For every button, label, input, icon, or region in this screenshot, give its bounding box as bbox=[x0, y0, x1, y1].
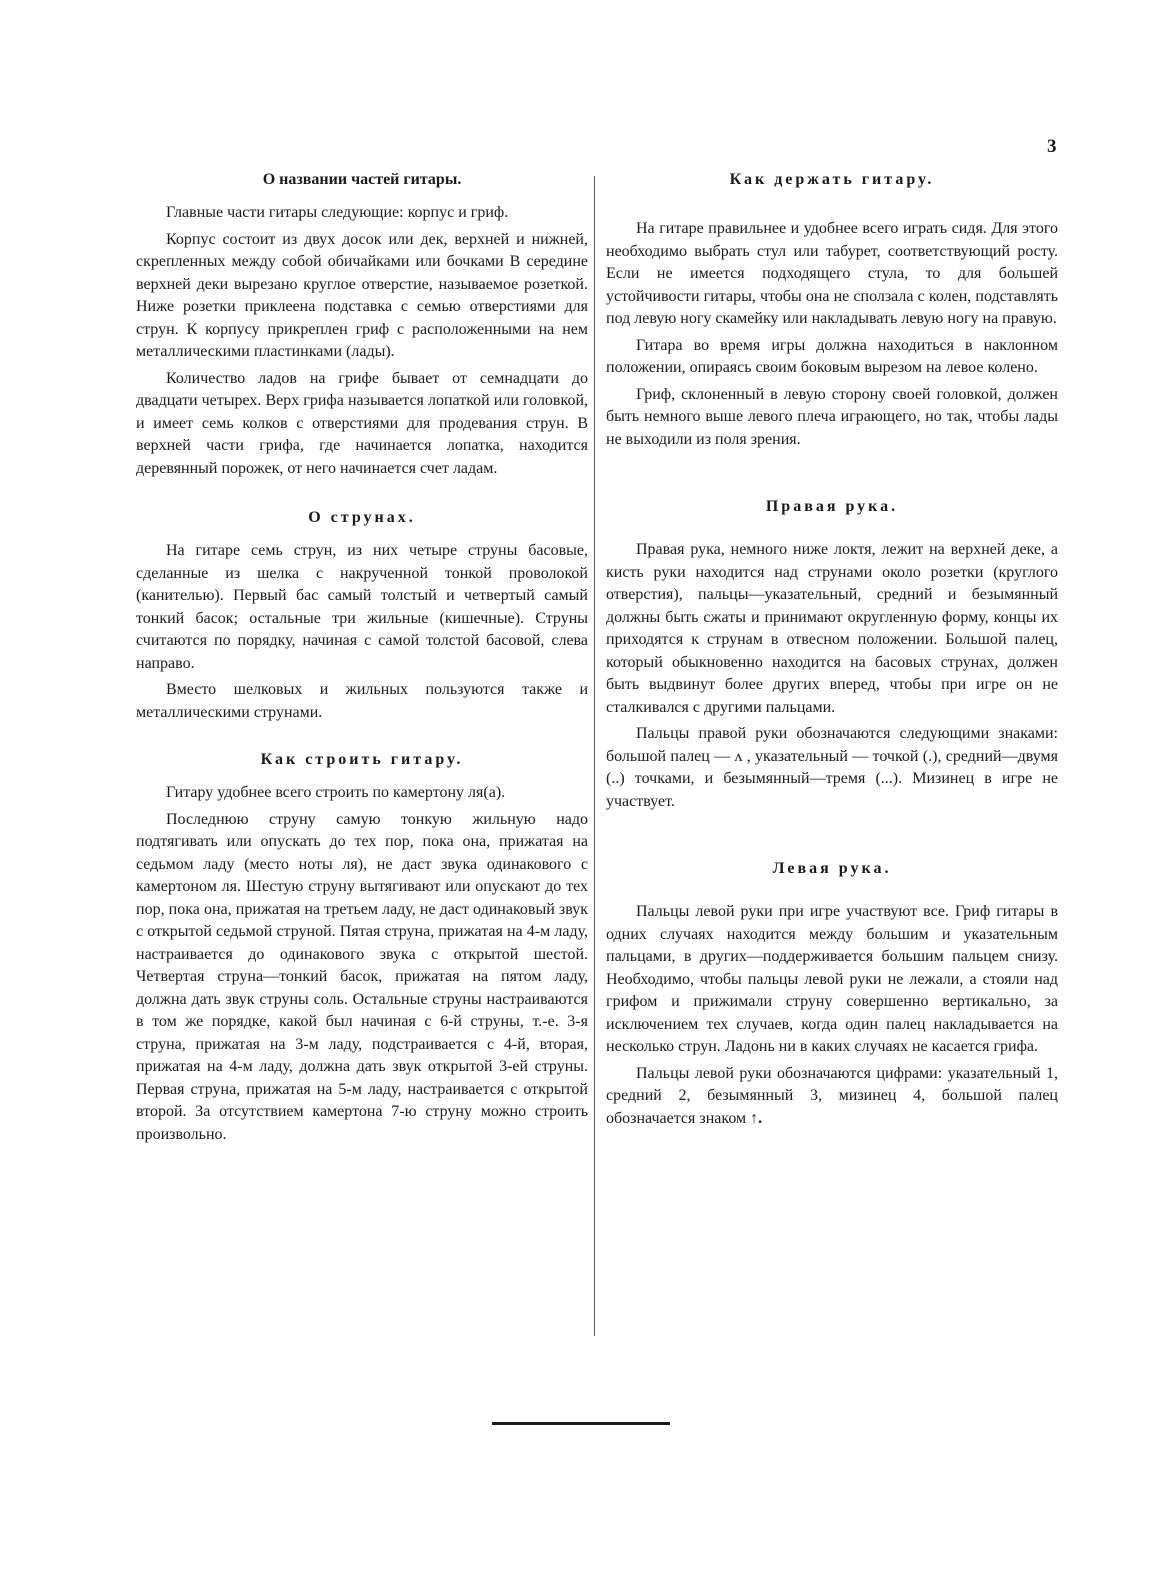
paragraph: На гитаре правильнее и удобнее всего играть сидя. Для этого необходимо выбрать стул или табурет, соответствующий росту. Если не имеется подходящего стула, то для большей устойчивости гитары, чтобы она не сползала с колен, подставлять под левую ногу скамейку или накладывать левую ногу на правую. bbox=[606, 220, 1058, 327]
bottom-rule bbox=[492, 1422, 670, 1425]
paragraph: Гриф, склоненный в левую сторону своей головкой, должен быть немного выше левого плеча играющего, но так, чтобы лады не выходили из поля зрения. bbox=[606, 385, 1058, 448]
paragraph: Количество ладов на грифе бывает от семнадцати до двадцати четырех. Верх грифа называется лопаткой или головкой, и имеет семь колков с отверстиями для продевания струн. В верхней части грифа, где начинается лопатка, находится деревянный порожек, от него начинается счет ладам. bbox=[136, 369, 588, 477]
heading-left-hand: Левая рука. bbox=[772, 860, 892, 877]
heading-tuning: Как строить гитару. bbox=[260, 751, 464, 768]
paragraph: Пальцы левой руки при игре участвуют все. Гриф гитары в одних случаях находится между большим и указательным пальцами, в других—поддерживается большим пальцем снизу. Необходимо, чтобы пальцы левой руки не лежали, а стояли над грифом и прижимали струну совершенно вертикально, за исключением тех случаев, когда один палец накладывается на несколько струн. Ладонь ни в каких случаях не касается грифа. bbox=[606, 903, 1058, 1055]
column-divider bbox=[594, 176, 595, 1336]
thumb-symbol-icon: ↑. bbox=[750, 1109, 763, 1127]
heading-holding-guitar: Как держать гитару. bbox=[729, 171, 935, 188]
heading-strings: О струнах. bbox=[308, 509, 416, 526]
page-number: 3 bbox=[1047, 136, 1057, 157]
paragraph: Вместо шелковых и жильных пользуются также и металлическими струнами. bbox=[136, 681, 588, 721]
paragraph: Гитару удобнее всего строить по камертону ля(а). bbox=[166, 784, 506, 801]
paragraph-text: Пальцы левой руки обозначаются цифрами: указательный 1, средний 2, безымянный 3, мизинец 4, большой палец обозначается знаком bbox=[606, 1064, 1058, 1127]
paragraph: Правая рука, немного ниже локтя, лежит на верхней деке, а кисть руки находится над струнами около розетки (круглого отверстия), пальцы—указательный, средний и безымянный должны быть сжаты и принимают округленную форму, концы их приходятся к струнам в отвесном положении. Большой палец, который обыкновенно находится на басовых струнах, должен быть выдвинут более других вперед, чтобы при игре он не сталкивался с другими пальцами. bbox=[606, 541, 1058, 716]
paragraph: Пальцы правой руки обозначаются следующими знаками: большой палец — ʌ , указательный — точкой (.), средний—двумя (..) точками, и безымянный—тремя (...). Мизинец в игре не участвует. bbox=[606, 725, 1058, 810]
paragraph: Гитара во время игры должна находиться в наклонном положении, опираясь своим боковым вырезом на левое колено. bbox=[606, 336, 1058, 376]
paragraph: На гитаре семь струн, из них четыре струны басовые, сделанные из шелка с накрученной тонкой проволокой (канителью). Первый бас самый толстый и четвертый самый тонкий басок; остальные три жильные (кишечные). Струны считаются по порядку, начиная с самой толстой басовой, слева направо. bbox=[136, 542, 588, 672]
heading-guitar-parts: О названии частей гитары. bbox=[262, 171, 462, 188]
left-column bbox=[136, 170, 588, 1150]
paragraph-with-symbol bbox=[606, 1063, 1058, 1131]
heading-right-hand: Правая рука. bbox=[765, 498, 899, 515]
paragraph: Корпус состоит из двух досок или дек, верхней и нижней, скрепленных между собой обичайками или бочками В середине верхней деки вырезано круглое отверстие, называемое розеткой. Ниже розетки приклеена подставка с семью отверстиями для струн. К корпусу прикреплен гриф с расположенными на нем металлическими пластинками (лады). bbox=[136, 230, 588, 360]
paragraph: Главные части гитары следующие: корпус и гриф. bbox=[166, 204, 509, 221]
paragraph: Последнюю струну самую тонкую жильную надо подтягивать или опускать до тех пор, пока она, прижатая на седьмом ладу (место ноты ля), не даст звука одинакового с камертоном ля. Шестую струну вытягивают или опускают до тех пор, пока она, прижатая на третьем ладу, не даст одинаковый звук с открытой седьмой струной. Пятая струна, прижатая на 4-м ладу, настраивается до одинакового звука с открытой шестой. Четвертая струна—тонкий басок, прижатая на пятом ладу, должна дать звук струны соль. Остальные струны настраиваются в том же порядке, какой был начиная с 6-й струны, т.-е. 3-я струна, прижатая на 3-м ладу, подстраивается с 4-й, вторая, прижатая на 4-м ладу, должна дать звук открытой 3-ей струны. Первая струна, прижатая на 5-м ладу, настраивается с открытой второй. За отсутствием камертона 7-ю струну можно строить произвольно. bbox=[136, 810, 588, 1143]
right-column bbox=[606, 170, 1058, 1134]
